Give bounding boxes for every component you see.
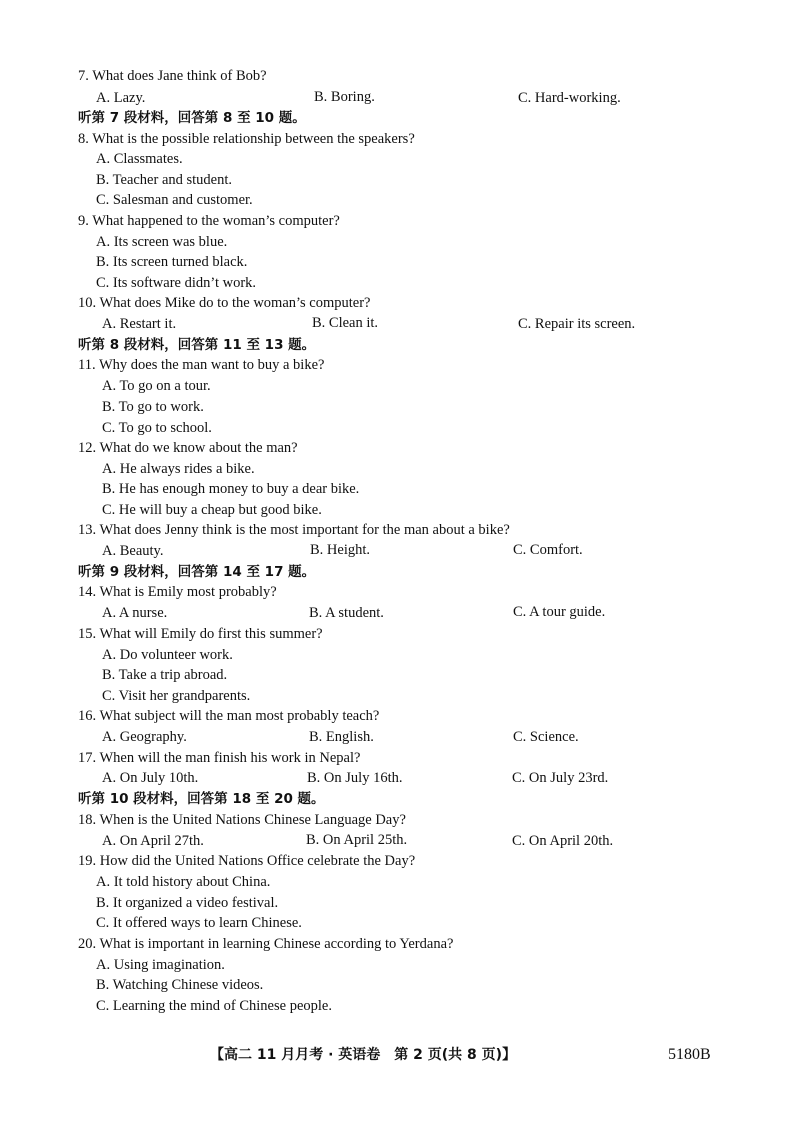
question-19-stem: 19. How did the United Nations Office celebrate the Day? xyxy=(78,853,416,869)
question-19-option-c: C. It offered ways to learn Chinese. xyxy=(96,915,302,931)
question-15-stem: 15. What will Emily do first this summer? xyxy=(78,626,323,642)
question-12-option-a: A. He always rides a bike. xyxy=(102,461,255,477)
section-8-instruction: 听第 8 段材料，回答第 11 至 13 题。 xyxy=(78,337,316,353)
question-16-option-a: A. Geography. xyxy=(102,729,187,745)
question-13-option-b: B. Height. xyxy=(310,542,371,558)
question-8-option-c: C. Salesman and customer. xyxy=(96,192,253,208)
question-17-option-a: A. On July 10th. xyxy=(102,770,199,786)
question-15-option-b: B. Take a trip abroad. xyxy=(102,667,228,683)
question-12-option-c: C. He will buy a cheap but good bike. xyxy=(102,502,322,518)
question-18-option-a: A. On April 27th. xyxy=(102,833,204,849)
question-20-stem: 20. What is important in learning Chinese according to Yerdana? xyxy=(78,936,454,952)
question-11-option-c: C. To go to school. xyxy=(102,420,212,436)
question-7-stem: 7. What does Jane think of Bob? xyxy=(78,68,267,84)
question-16-stem: 16. What subject will the man most probably teach? xyxy=(78,708,380,724)
question-17-stem: 17. When will the man finish his work in Nepal? xyxy=(78,750,361,766)
section-10-instruction: 听第 10 段材料，回答第 18 至 20 题。 xyxy=(78,791,325,807)
question-9-stem: 9. What happened to the woman’s computer? xyxy=(78,213,340,229)
question-20-option-a: A. Using imagination. xyxy=(96,957,225,973)
question-14-stem: 14. What is Emily most probably? xyxy=(78,584,277,600)
question-8-option-a: A. Classmates. xyxy=(96,151,183,167)
section-9-instruction: 听第 9 段材料，回答第 14 至 17 题。 xyxy=(78,564,316,580)
question-13-stem: 13. What does Jenny think is the most important for the man about a bike? xyxy=(78,522,510,538)
question-19-option-a: A. It told history about China. xyxy=(96,874,271,890)
question-11-option-a: A. To go on a tour. xyxy=(102,378,211,394)
question-16-option-b: B. English. xyxy=(309,729,374,745)
question-8-option-b: B. Teacher and student. xyxy=(96,172,233,188)
page-footer: 【高二 11 月月考 · 英语卷 第 2 页(共 8 页)】 xyxy=(210,1047,517,1063)
question-16-option-c: C. Science. xyxy=(513,729,579,745)
question-18-option-c: C. On April 20th. xyxy=(512,833,614,849)
question-20-option-b: B. Watching Chinese videos. xyxy=(96,977,264,993)
question-17-option-c: C. On July 23rd. xyxy=(512,770,609,786)
question-14-option-a: A. A nurse. xyxy=(102,605,168,621)
question-9-option-b: B. Its screen turned black. xyxy=(96,254,248,270)
question-10-option-b: B. Clean it. xyxy=(312,315,379,331)
question-7-option-b: B. Boring. xyxy=(314,89,375,105)
section-7-instruction: 听第 7 段材料，回答第 8 至 10 题。 xyxy=(78,110,306,126)
question-12-option-b: B. He has enough money to buy a dear bike. xyxy=(102,481,360,497)
question-19-option-b: B. It organized a video festival. xyxy=(96,895,279,911)
question-15-option-a: A. Do volunteer work. xyxy=(102,647,233,663)
question-10-stem: 10. What does Mike do to the woman’s computer? xyxy=(78,295,371,311)
question-18-stem: 18. When is the United Nations Chinese Language Day? xyxy=(78,812,406,828)
question-11-stem: 11. Why does the man want to buy a bike? xyxy=(78,357,325,373)
question-9-option-a: A. Its screen was blue. xyxy=(96,234,228,250)
question-7-option-a: A. Lazy. xyxy=(96,90,146,106)
question-13-option-a: A. Beauty. xyxy=(102,543,164,559)
question-10-option-c: C. Repair its screen. xyxy=(518,316,636,332)
question-17-option-b: B. On July 16th. xyxy=(307,770,403,786)
question-8-stem: 8. What is the possible relationship between the speakers? xyxy=(78,131,415,147)
question-7-option-c: C. Hard-working. xyxy=(518,90,621,106)
question-18-option-b: B. On April 25th. xyxy=(306,832,408,848)
question-13-option-c: C. Comfort. xyxy=(513,542,583,558)
question-12-stem: 12. What do we know about the man? xyxy=(78,440,298,456)
question-15-option-c: C. Visit her grandparents. xyxy=(102,688,251,704)
paper-code: 5180B xyxy=(668,1046,711,1063)
question-11-option-b: B. To go to work. xyxy=(102,399,204,415)
question-14-option-b: B. A student. xyxy=(309,605,384,621)
question-9-option-c: C. Its software didn’t work. xyxy=(96,275,257,291)
question-14-option-c: C. A tour guide. xyxy=(513,604,606,620)
question-20-option-c: C. Learning the mind of Chinese people. xyxy=(96,998,332,1014)
question-10-option-a: A. Restart it. xyxy=(102,316,177,332)
